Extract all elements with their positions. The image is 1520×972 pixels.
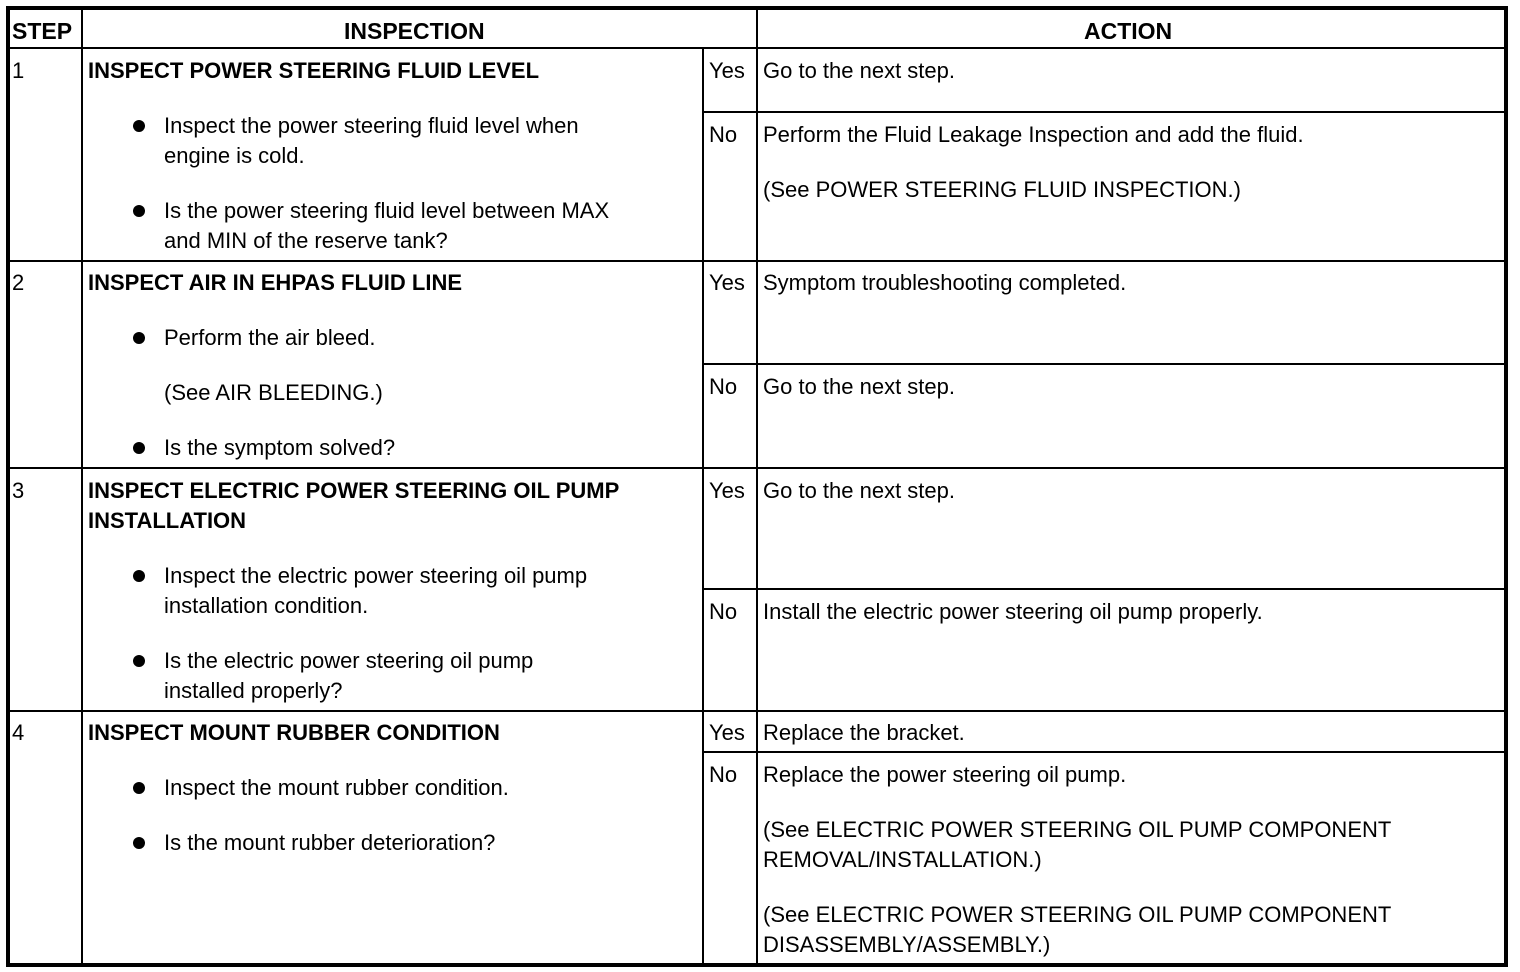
no-label: No <box>709 374 738 399</box>
step-title: INSPECT POWER STEERING FLUID LEVEL <box>88 58 540 83</box>
step-title: INSPECT AIR IN EHPAS FLUID LINE <box>88 270 463 295</box>
bullet-note: (See AIR BLEEDING.) <box>164 380 383 405</box>
step-number: 1 <box>12 58 25 83</box>
step-title-cont: INSTALLATION <box>88 508 247 533</box>
divider-step-inspection <box>81 10 83 963</box>
step-number: 3 <box>12 478 25 503</box>
header-bottom-rule <box>10 47 1504 49</box>
yes-label: Yes <box>709 270 745 295</box>
yes-label: Yes <box>709 58 745 83</box>
bullet-text: Inspect the mount rubber condition. <box>164 775 509 800</box>
bullet-icon <box>133 570 145 582</box>
step-title: INSPECT MOUNT RUBBER CONDITION <box>88 720 500 745</box>
bullet-text: Is the symptom solved? <box>164 435 396 460</box>
row-3-bottom-rule <box>10 710 1504 712</box>
row-3-yes-no-rule <box>703 588 1504 590</box>
bullet-text: Is the power steering fluid level between MAX <box>164 198 610 223</box>
no-label: No <box>709 599 738 624</box>
yes-action: Replace the bracket. <box>763 720 965 745</box>
yes-action: Go to the next step. <box>763 58 956 83</box>
yes-action: Go to the next step. <box>763 478 956 503</box>
step-title: INSPECT ELECTRIC POWER STEERING OIL PUMP <box>88 478 620 503</box>
no-action: Replace the power steering oil pump. <box>763 762 1127 787</box>
troubleshooting-table <box>6 6 1508 967</box>
header-inspection: INSPECTION <box>344 18 485 44</box>
row-4-yes-no-rule <box>703 751 1504 753</box>
no-label: No <box>709 762 738 787</box>
bullet-icon <box>133 442 145 454</box>
row-1-yes-no-rule <box>703 111 1504 113</box>
no-action: Perform the Fluid Leakage Inspection and add the fluid. <box>763 122 1304 147</box>
bullet-text: Is the electric power steering oil pump <box>164 648 534 673</box>
bullet-text-cont: installation condition. <box>164 593 369 618</box>
yes-action: Symptom troubleshooting completed. <box>763 270 1127 295</box>
no-action-reference: (See ELECTRIC POWER STEERING OIL PUMP COMPONENT <box>763 902 1392 927</box>
bullet-icon <box>133 205 145 217</box>
divider-inspection-yesno <box>702 48 704 963</box>
bullet-text-cont: and MIN of the reserve tank? <box>164 228 448 253</box>
no-label: No <box>709 122 738 147</box>
bullet-icon <box>133 332 145 344</box>
header-step: STEP <box>12 18 73 44</box>
bullet-text: Perform the air bleed. <box>164 325 376 350</box>
yes-label: Yes <box>709 720 745 745</box>
no-action-reference-cont: DISASSEMBLY/ASSEMBLY.) <box>763 932 1051 957</box>
bullet-text-cont: installed properly? <box>164 678 343 703</box>
no-action-reference: (See POWER STEERING FLUID INSPECTION.) <box>763 177 1241 202</box>
no-action: Go to the next step. <box>763 374 956 399</box>
bullet-icon <box>133 655 145 667</box>
row-1-bottom-rule <box>10 260 1504 262</box>
divider-yesno-action <box>756 10 758 963</box>
bullet-text-cont: engine is cold. <box>164 143 305 168</box>
no-action: Install the electric power steering oil pump properly. <box>763 599 1263 624</box>
no-action-reference-cont: REMOVAL/INSTALLATION.) <box>763 847 1042 872</box>
bullet-icon <box>133 120 145 132</box>
bullet-icon <box>133 837 145 849</box>
no-action-reference: (See ELECTRIC POWER STEERING OIL PUMP COMPONENT <box>763 817 1392 842</box>
step-number: 2 <box>12 270 25 295</box>
header-action: ACTION <box>1084 18 1173 44</box>
bullet-text: Inspect the electric power steering oil pump <box>164 563 588 588</box>
bullet-text: Inspect the power steering fluid level when <box>164 113 579 138</box>
bullet-text: Is the mount rubber deterioration? <box>164 830 496 855</box>
row-2-yes-no-rule <box>703 363 1504 365</box>
bullet-icon <box>133 782 145 794</box>
step-number: 4 <box>12 720 25 745</box>
row-2-bottom-rule <box>10 467 1504 469</box>
yes-label: Yes <box>709 478 745 503</box>
